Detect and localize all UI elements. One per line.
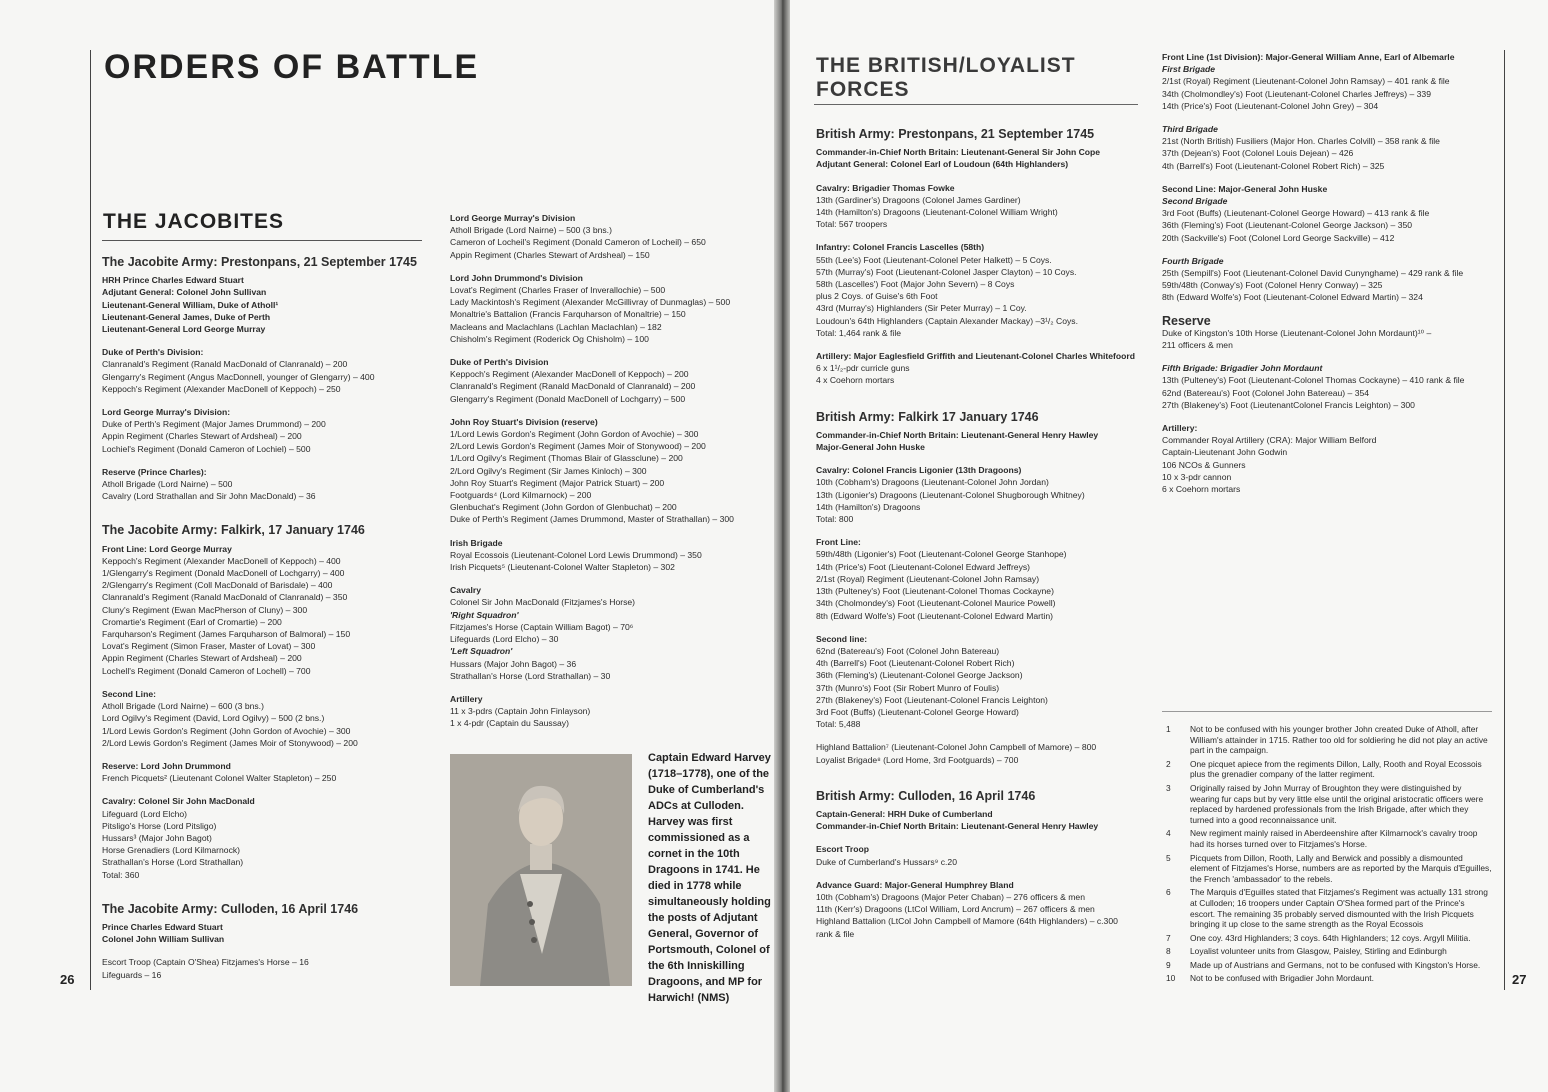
- unit-line: Major-General John Huske: [816, 442, 925, 453]
- unit-line: Fitzjames's Horse (Captain William Bagot) – 70⁶: [450, 621, 634, 632]
- unit-line: Lord Ogilvy's Regiment (David, Lord Ogilvy) – 500 (2 bns.): [102, 713, 325, 724]
- unit-group: [102, 760, 432, 784]
- unit-group: [1162, 255, 1492, 304]
- unit-line: Loudoun's 64th Highlanders (Captain Alexander Mackay) –3¹/₂ Coys.: [816, 315, 1078, 326]
- unit-line: Total: 5,488: [816, 719, 861, 730]
- unit-line: Cluny's Regiment (Ewan MacPherson of Cluny) – 300: [102, 604, 308, 615]
- page-title: ORDERS OF BATTLE: [104, 48, 480, 86]
- page-title-line-2: FORCES: [816, 78, 910, 101]
- right-page: [790, 0, 1548, 1092]
- unit-line: Lochell's Regiment (Donald Cameron of Lochell) – 700: [102, 665, 311, 676]
- unit-line: 4th (Barrell's) Foot (Lieutenant-Colonel Robert Rich) – 325: [1162, 160, 1385, 171]
- unit-group: [816, 429, 1142, 453]
- unit-group: [102, 795, 432, 880]
- unit-line: HRH Prince Charles Edward Stuart: [102, 275, 244, 286]
- footnote-item: [1166, 724, 1492, 756]
- footnote-number: 2: [1166, 758, 1171, 769]
- footnote-text: The Marquis d'Eguilles stated that Fitzjames's Regiment was actually 131 strong at Culloden; 16 troopers under Captain O'Shea formed part of the Prince's escort. The remaining 35 probably served dismounted with the Irish Picquets bringing it up close to the same strength as the Royal Ecossois: [1190, 887, 1488, 930]
- unit-line: 6 x Coehorn mortars: [1162, 484, 1241, 495]
- unit-group: [450, 212, 760, 261]
- jacobite-column-1: [102, 256, 432, 981]
- section-heading: The Jacobite Army: Culloden, 16 April 1746: [102, 901, 359, 916]
- portrait-caption: Captain Edward Harvey (1718–1778), one of the Duke of Cumberland's ADCs at Culloden. Harvey was first commissioned as a cornet in the 10th Dragoons in 1741. He died in 1778 while simultaneously holding the posts of Adjutant General, Governor of Portsmouth, Colonel of the 6th Inniskilling Dragoons, and MP for Harwich! (NMS): [648, 752, 771, 1004]
- footnote-text: One picquet apiece from the regiments Dillon, Lally, Rooth and Royal Ecossois plus the grenadier company of the latter regiment.: [1190, 758, 1482, 780]
- unit-line: 11th (Kerr's) Dragoons (LtCol William, Lord Ancrum) – 267 officers & men: [816, 904, 1095, 915]
- page-title-right: [816, 54, 1076, 102]
- unit-line: Duke of Cumberland's Hussars⁹ c.20: [816, 856, 957, 867]
- unit-group: [102, 956, 432, 980]
- group-title: Artillery:: [1162, 423, 1198, 434]
- right-margin-rule: [1504, 50, 1505, 990]
- unit-line: 8th (Edward Wolfe's) Foot (Lieutenant-Colonel Edward Martin): [816, 610, 1053, 621]
- unit-group: [102, 346, 432, 395]
- unit-group: [450, 356, 760, 405]
- unit-line: 59th/48th (Ligonier's) Foot (Lieutenant-Colonel George Stanhope): [816, 549, 1067, 560]
- unit-line: 37th (Dejean's) Foot (Colonel Louis Dejean) – 426: [1162, 148, 1354, 159]
- unit-group: [816, 350, 1142, 387]
- unit-line: 1/Glengarry's Regiment (Donald MacDonell of Lochgarry) – 400: [102, 568, 345, 579]
- unit-group: [816, 843, 1142, 867]
- group-title: Front Line:: [816, 537, 861, 548]
- footnotes: [1166, 724, 1492, 987]
- unit-line: Lieutenant-General William, Duke of Atholl¹: [102, 299, 279, 310]
- unit-line: Cromartie's Regiment (Earl of Cromartie) – 200: [102, 616, 282, 627]
- unit-group: [450, 693, 760, 730]
- footnote-text: Loyalist volunteer units from Glasgow, Paisley, Stirling and Edinburgh: [1190, 946, 1447, 957]
- group-title: Second Line: Major-General John Huske: [1162, 183, 1328, 194]
- group-title: Irish Brigade: [450, 537, 503, 548]
- footnote-number: 8: [1166, 946, 1171, 957]
- unit-line: 14th (Hamilton's) Dragoons: [816, 501, 921, 512]
- unit-line: 'Right Squadron': [450, 609, 519, 620]
- unit-line: Footguards⁴ (Lord Kilmarnock) – 200: [450, 490, 592, 501]
- footnote-item: [1166, 759, 1492, 780]
- unit-line: Keppoch's Regiment (Alexander MacDonell of Keppoch) – 250: [102, 383, 341, 394]
- unit-line: Clanranald's Regiment (Ranald MacDonald of Clanranald) – 350: [102, 592, 348, 603]
- unit-line: Lovat's Regiment (Simon Fraser, Master of Lovat) – 300: [102, 641, 316, 652]
- footnote-item: [1166, 933, 1492, 944]
- unit-line: Hussars (Major John Bagot) – 36: [450, 658, 577, 669]
- unit-line: 13th (Gardiner's) Dragoons (Colonel James Gardiner): [816, 194, 1021, 205]
- british-column-2: [1162, 51, 1492, 495]
- unit-line: 34th (Cholmondey's) Foot (Lieutenant-Colonel Maurice Powell): [816, 598, 1056, 609]
- footnote-text: New regiment mainly raised in Aberdeenshire after Kilmarnock's cavalry troop had its horses turned over to Fitzjames's Horse.: [1190, 828, 1478, 849]
- unit-line: French Picquets² (Lieutenant Colonel Walter Stapleton) – 250: [102, 773, 337, 784]
- unit-line: Strathallan's Horse (Lord Strathallan) – 30: [450, 670, 611, 681]
- footnote-item: [1166, 853, 1492, 885]
- unit-group: [816, 241, 1142, 339]
- unit-line: 14th (Price's) Foot (Lieutenant-Colonel John Grey) – 304: [1162, 100, 1379, 111]
- footnote-number: 6: [1166, 887, 1171, 898]
- unit-group: [1162, 422, 1492, 495]
- unit-line: Atholl Brigade (Lord Nairne) – 600 (3 bns.): [102, 701, 264, 712]
- unit-group: [1162, 183, 1492, 244]
- group-title: Front Line (1st Division): Major-General William Anne, Earl of Albemarle: [1162, 52, 1455, 62]
- unit-line: Prince Charles Edward Stuart: [102, 921, 223, 932]
- unit-line: 211 officers & men: [1162, 340, 1233, 351]
- unit-line: 20th (Sackville's) Foot (Colonel Lord George Sackville) – 412: [1162, 232, 1395, 243]
- brigade-title: First Brigade: [1162, 64, 1216, 75]
- page-title-line-1: THE BRITISH/LOYALIST: [816, 54, 1076, 77]
- section-heading: British Army: Culloden, 16 April 1746: [816, 788, 1036, 803]
- unit-line: Glenbuchat's Regiment (John Gordon of Glenbuchat) – 200: [450, 502, 677, 513]
- section-heading: The Jacobite Army: Falkirk, 17 January 1746: [102, 523, 365, 538]
- unit-line: Commander-in-Chief North Britain: Lieutenant-General Henry Hawley: [816, 821, 1099, 832]
- unit-line: 2/Lord Ogilvy's Regiment (Sir James Kinloch) – 300: [450, 465, 647, 476]
- unit-group: [816, 182, 1142, 231]
- unit-line: Highland Battalion (LtCol John Campbell of Mamore (64th Highlanders) – c.300: [816, 916, 1118, 927]
- unit-line: Commander-in-Chief North Britain: Lieutenant-General Sir John Cope: [816, 147, 1101, 158]
- unit-line: 57th (Murray's) Foot (Lieutenant-Colonel Jasper Clayton) – 10 Coys.: [816, 266, 1077, 277]
- unit-group: [102, 921, 432, 945]
- unit-line: Pitsligo's Horse (Lord Pitsligo): [102, 820, 217, 831]
- unit-line: Farquharson's Regiment (James Farquharson of Balmoral) – 150: [102, 629, 351, 640]
- footnote-item: [1166, 946, 1492, 957]
- unit-line: 59th/48th (Conway's) Foot (Colonel Henry Conway) – 325: [1162, 280, 1383, 291]
- unit-line: Cavalry (Lord Strathallan and Sir John MacDonald) – 36: [102, 491, 316, 502]
- unit-group: [102, 406, 432, 455]
- unit-line: Keppoch's Regiment (Alexander MacDonell of Keppoch) – 200: [450, 369, 689, 380]
- unit-line: Total: 800: [816, 514, 854, 525]
- unit-line: Captain-Lieutenant John Godwin: [1162, 447, 1288, 458]
- unit-line: 1/Lord Ogilvy's Regiment (Thomas Blair of Glassclune) – 200: [450, 453, 683, 464]
- group-title: Second Line:: [102, 688, 156, 699]
- unit-line: 2/1st (Royal) Regiment (Lieutenant-Colonel John Ramsay): [816, 573, 1040, 584]
- footnote-text: Made up of Austrians and Germans, not to be confused with Kingston's Horse.: [1190, 959, 1481, 970]
- footnote-text: Not to be confused with his younger brother John created Duke of Atholl, after William's attainder in 1715. Rather too old for soldiering he did not play an active part in the campaign.: [1190, 724, 1488, 756]
- unit-line: John Roy Stuart's Regiment (Major Patrick Stuart) – 200: [450, 477, 665, 488]
- group-title: Escort Troop: [816, 844, 870, 855]
- footnote-item: [1166, 783, 1492, 825]
- unit-line: 14th (Price's) Foot (Lieutenant-Colonel Edward Jeffreys): [816, 561, 1031, 572]
- group-title: Reserve (Prince Charles):: [102, 466, 207, 477]
- unit-line: Clanranald's Regiment (Ranald MacDonald of Clanranald) – 200: [450, 381, 696, 392]
- unit-group: [1162, 123, 1492, 172]
- unit-line: Appin Regiment (Charles Stewart of Ardsheal) – 150: [450, 249, 650, 260]
- unit-line: 36th (Fleming's) Foot (Lieutenant-Colonel George Jackson) – 350: [1162, 220, 1413, 231]
- unit-line: Hussars³ (Major John Bagot): [102, 832, 212, 843]
- unit-line: Irish Picquets⁵ (Lieutenant-Colonel Walter Stapleton) – 302: [450, 562, 675, 573]
- unit-line: 2/Glengarry's Regiment (Coll MacDonald of Barisdale) – 400: [102, 580, 333, 591]
- unit-line: Adjutant General: Colonel John Sullivan: [102, 287, 267, 298]
- unit-line: Total: 360: [102, 869, 140, 880]
- unit-group: [102, 466, 432, 503]
- unit-group: [816, 536, 1142, 621]
- footnote-number: 7: [1166, 932, 1171, 943]
- portrait-image: [450, 754, 632, 986]
- unit-group: [1162, 315, 1492, 352]
- unit-group: [816, 741, 1142, 765]
- brigade-title: Second Brigade: [1162, 196, 1228, 207]
- group-title: Lord George Murray's Division: [450, 213, 576, 223]
- unit-line: Duke of Perth's Regiment (James Drummond, Master of Strathallan) – 300: [450, 514, 734, 525]
- unit-line: 21st (North British) Fusiliers (Major Hon. Charles Colvill) – 358 rank & file: [1162, 136, 1440, 147]
- group-title: Duke of Perth's Division:: [102, 347, 204, 358]
- unit-group: [450, 416, 760, 526]
- unit-group: [816, 464, 1142, 525]
- footnote-item: [1166, 887, 1492, 929]
- footnote-number: 5: [1166, 852, 1171, 863]
- section-rule: [102, 240, 422, 241]
- unit-line: 13th (Ligonier's) Dragoons (Lieutenant-Colonel Shugborough Whitney): [816, 489, 1085, 500]
- footnote-text: Not to be confused with Brigadier John Mordaunt.: [1190, 973, 1374, 984]
- unit-line: Total: 567 troopers: [816, 219, 888, 230]
- group-title: Artillery: Major Eaglesfield Griffith and Lieutenant-Colonel Charles Whitefoord: [816, 351, 1135, 362]
- unit-line: 27th (Blakeney's) Foot (LieutenantColonel Francis Leighton) – 300: [1162, 399, 1415, 410]
- unit-line: Lifeguards – 16: [102, 969, 162, 980]
- group-title: Front Line: Lord George Murray: [102, 543, 232, 554]
- unit-line: Atholl Brigade (Lord Nairne) – 500 (3 bns.): [450, 225, 612, 236]
- footnote-number: 9: [1166, 959, 1171, 970]
- unit-group: [102, 543, 432, 677]
- unit-line: Escort Troop (Captain O'Shea) Fitzjames's Horse – 16: [102, 957, 309, 968]
- unit-line: 62nd (Batereau's) Foot (Colonel John Batereau): [816, 645, 1000, 656]
- group-title: Lord George Murray's Division:: [102, 407, 231, 418]
- unit-line: 34th (Cholmondley's) Foot (Lieutenant-Colonel Charles Jeffreys) – 339: [1162, 88, 1431, 99]
- unit-line: Duke of Perth's Regiment (Major James Drummond) – 200: [102, 419, 326, 430]
- unit-line: 6 x 1¹/₂-pdr curricle guns: [816, 363, 910, 374]
- unit-line: Lieutenant-General James, Duke of Perth: [102, 311, 271, 322]
- group-title: Cavalry: [450, 585, 482, 596]
- unit-line: 37th (Munro's) Foot (Sir Robert Munro of Foulis): [816, 682, 1000, 693]
- footnote-number: 3: [1166, 782, 1171, 793]
- page-number-right: 27: [1512, 972, 1527, 987]
- unit-line: 13th (Pulteney's) Foot (Lieutenant-Colonel Thomas Cockayne): [816, 586, 1054, 597]
- unit-line: Lochiel's Regiment (Donald Cameron of Lochiel) – 500: [102, 443, 311, 454]
- group-title: Artillery: [450, 693, 483, 704]
- group-title: Cavalry: Brigadier Thomas Fowke: [816, 182, 955, 193]
- unit-line: 1/Lord Lewis Gordon's Regiment (John Gordon of Avochie) – 300: [450, 429, 699, 440]
- unit-line: Duke of Kingston's 10th Horse (Lieutenant-Colonel John Mordaunt)¹⁰ –: [1162, 327, 1432, 338]
- unit-line: Colonel John William Sullivan: [102, 934, 225, 945]
- unit-line: Monaltrie's Battalion (Francis Farquharson of Monaltrie) – 150: [450, 309, 686, 320]
- unit-line: Lovat's Regiment (Charles Fraser of Inverallochie) – 500: [450, 285, 666, 296]
- unit-group: [816, 879, 1142, 940]
- book-gutter: [774, 0, 790, 1092]
- british-column-1: [816, 128, 1142, 940]
- unit-line: Lady Mackintosh's Regiment (Alexander McGillivray of Dunmaglas) – 500: [450, 297, 731, 308]
- unit-group: [1162, 362, 1492, 411]
- unit-line: 14th (Hamilton's) Dragoons (Lieutenant-Colonel William Wright): [816, 207, 1058, 218]
- group-title: John Roy Stuart's Division (reserve): [450, 416, 598, 427]
- unit-line: Appin Regiment (Charles Stewart of Ardsheal) – 200: [102, 653, 302, 664]
- brigade-title: Fourth Brigade: [1162, 255, 1224, 266]
- unit-line: Horse Grenadiers (Lord Kilmarnock): [102, 845, 241, 856]
- unit-line: Lifeguard (Lord Elcho): [102, 808, 188, 819]
- unit-line: 58th (Lascelles') Foot (Major John Severn) – 8 Coys: [816, 279, 1015, 290]
- unit-group: [816, 633, 1142, 731]
- footnote-item: [1166, 973, 1492, 984]
- left-margin-rule: [90, 50, 91, 990]
- group-title: Cavalry: Colonel Francis Ligonier (13th Dragoons): [816, 465, 1022, 476]
- unit-line: 2/Lord Lewis Gordon's Regiment (James Moir of Stonywood) – 200: [102, 737, 358, 748]
- footnote-number: 1: [1166, 724, 1171, 734]
- group-heading: Reserve: [1162, 313, 1211, 328]
- footnote-number: 10: [1166, 973, 1176, 984]
- unit-line: Highland Battalion⁷ (Lieutenant-Colonel John Campbell of Mamore) – 800: [816, 742, 1097, 753]
- unit-line: 3rd Foot (Buffs) (Lieutenant-Colonel George Howard) – 413 rank & file: [1162, 208, 1430, 219]
- unit-line: Loyalist Brigade⁸ (Lord Home, 3rd Footguards) – 700: [816, 754, 1019, 765]
- group-title: Infantry: Colonel Francis Lascelles (58th): [816, 242, 985, 253]
- unit-line: Atholl Brigade (Lord Nairne) – 500: [102, 479, 233, 490]
- unit-line: 62nd (Batereau's) Foot (Colonel John Batereau) – 354: [1162, 387, 1370, 398]
- unit-group: [450, 584, 760, 682]
- unit-line: Lifeguards (Lord Elcho) – 30: [450, 634, 559, 645]
- unit-line: Strathallan's Horse (Lord Strathallan): [102, 857, 244, 868]
- unit-group: [816, 808, 1142, 832]
- unit-line: Glengarry's Regiment (Donald MacDonell of Lochgarry) – 500: [450, 393, 686, 404]
- title-rule: [814, 104, 1138, 105]
- unit-line: 43rd (Murray's) Highlanders (Sir Peter Murray) – 1 Coy.: [816, 303, 1027, 314]
- unit-line: 2/Lord Lewis Gordon's Regiment (James Moir of Stonywood) – 200: [450, 441, 706, 452]
- unit-line: 4th (Barrell's) Foot (Lieutenant-Colonel Robert Rich): [816, 658, 1015, 669]
- footnote-text: Picquets from Dillon, Rooth, Lally and Berwick and possibly a dismounted element of Fitzjames's Horse, numbers are as reported by the Marquis d'Eguilles, the French 'ambassador' to the rebels.: [1190, 852, 1492, 884]
- unit-line: Colonel Sir John MacDonald (Fitzjames's Horse): [450, 597, 636, 608]
- unit-line: 55th (Lee's) Foot (Lieutenant-Colonel Peter Halkett) – 5 Coys.: [816, 254, 1052, 265]
- unit-line: 3rd Foot (Buffs) (Lieutenant-Colonel George Howard): [816, 706, 1019, 717]
- page-number-left: 26: [60, 972, 75, 987]
- unit-line: rank & file: [816, 928, 855, 939]
- unit-line: Commander-in-Chief North Britain: Lieutenant-General Henry Hawley: [816, 429, 1099, 440]
- unit-group: [102, 274, 432, 335]
- section-heading: British Army: Falkirk 17 January 1746: [816, 409, 1039, 424]
- unit-line: plus 2 Coys. of Guise's 6th Foot: [816, 291, 938, 302]
- unit-line: Cameron of Locheil's Regiment (Donald Cameron of Locheil) – 650: [450, 237, 706, 248]
- footnote-text: One coy. 43rd Highlanders; 3 coys. 64th Highlanders; 12 coys. Argyll Militia.: [1190, 932, 1471, 943]
- unit-line: Macleans and Maclachlans (Lachlan Maclachlan) – 182: [450, 321, 662, 332]
- unit-line: 10th (Cobham's) Dragoons (Major Peter Chaban) – 276 officers & men: [816, 891, 1085, 902]
- unit-line: 4 x Coehorn mortars: [816, 375, 895, 386]
- unit-line: Chisholm's Regiment (Roderick Og Chisholm) – 100: [450, 333, 649, 344]
- unit-line: Adjutant General: Colonel Earl of Loudoun (64th Highlanders): [816, 159, 1069, 170]
- unit-group: [102, 688, 432, 749]
- section-heading: The Jacobite Army: Prestonpans, 21 September 1745: [102, 255, 417, 269]
- unit-line: Appin Regiment (Charles Stewart of Ardsheal) – 200: [102, 431, 302, 442]
- unit-line: Clanranald's Regiment (Ranald MacDonald of Clanranald) – 200: [102, 359, 348, 370]
- unit-line: 25th (Sempill's) Foot (Lieutenant-Colonel David Cunynghame) – 429 rank & file: [1162, 268, 1464, 279]
- unit-line: Royal Ecossois (Lieutenant-Colonel Lord Lewis Drummond) – 350: [450, 549, 702, 560]
- footnote-rule: [1162, 711, 1492, 712]
- unit-line: Glengarry's Regiment (Angus MacDonnell, younger of Glengarry) – 400: [102, 371, 375, 382]
- unit-line: 36th (Fleming's) (Lieutenant-Colonel George Jackson): [816, 670, 1023, 681]
- unit-line: 1 x 4-pdr (Captain du Saussay): [450, 718, 569, 729]
- footnote-item: [1166, 960, 1492, 971]
- group-title: Lord John Drummond's Division: [450, 272, 583, 283]
- unit-group: [450, 537, 760, 574]
- unit-line: 1/Lord Lewis Gordon's Regiment (John Gordon of Avochie) – 300: [102, 725, 351, 736]
- unit-line: Commander Royal Artillery (CRA): Major William Belford: [1162, 435, 1377, 446]
- section-title: THE JACOBITES: [103, 210, 285, 233]
- group-title: Second line:: [816, 633, 868, 644]
- unit-line: 11 x 3-pdrs (Captain John Finlayson): [450, 706, 591, 717]
- unit-line: 27th (Blakeney's) Foot (Lieutenant-Colonel Francis Leighton): [816, 694, 1048, 705]
- unit-line: Keppoch's Regiment (Alexander MacDonell of Keppoch) – 400: [102, 555, 341, 566]
- section-heading: British Army: Prestonpans, 21 September 1745: [816, 127, 1095, 141]
- unit-line: Total: 1,464 rank & file: [816, 327, 902, 338]
- unit-line: 106 NCOs & Gunners: [1162, 459, 1246, 470]
- unit-line: 2/1st (Royal) Regiment (Lieutenant-Colonel John Ramsay) – 401 rank & file: [1162, 76, 1450, 87]
- brigade-title: Third Brigade: [1162, 124, 1218, 135]
- jacobite-column-2: [450, 212, 760, 730]
- unit-group: [1162, 51, 1492, 112]
- group-title: Duke of Perth's Division: [450, 357, 549, 368]
- group-title: Reserve: Lord John Drummond: [102, 760, 231, 771]
- portrait-figure: [450, 754, 632, 986]
- footnote-number: 4: [1166, 828, 1171, 839]
- group-title: Cavalry: Colonel Sir John MacDonald: [102, 796, 255, 807]
- group-title: Advance Guard: Major-General Humphrey Bland: [816, 879, 1014, 890]
- unit-line: 10 x 3-pdr cannon: [1162, 471, 1232, 482]
- unit-line: 13th (Pulteney's) Foot (Lieutenant-Colonel Thomas Cockayne) – 410 rank & file: [1162, 375, 1465, 386]
- unit-line: 8th (Edward Wolfe's) Foot (Lieutenant-Colonel Edward Martin) – 324: [1162, 292, 1423, 303]
- unit-line: Captain-General: HRH Duke of Cumberland: [816, 808, 993, 819]
- footnote-text: Originally raised by John Murray of Broughton they were distinguished by wearing fur caps but by very little else until the original aristocratic officers were replaced by hardened professionals from the Irish Brigade, after which they turned into a good reconnaissance unit.: [1190, 782, 1484, 825]
- footnote-item: [1166, 828, 1492, 849]
- unit-line: Lieutenant-General Lord George Murray: [102, 324, 266, 335]
- brigade-title: Fifth Brigade: Brigadier John Mordaunt: [1162, 363, 1323, 374]
- unit-line: 'Left Squadron': [450, 646, 513, 657]
- unit-group: [816, 146, 1142, 170]
- unit-line: 10th (Cobham's) Dragoons (Lieutenant-Colonel John Jordan): [816, 477, 1049, 488]
- unit-group: [450, 272, 760, 345]
